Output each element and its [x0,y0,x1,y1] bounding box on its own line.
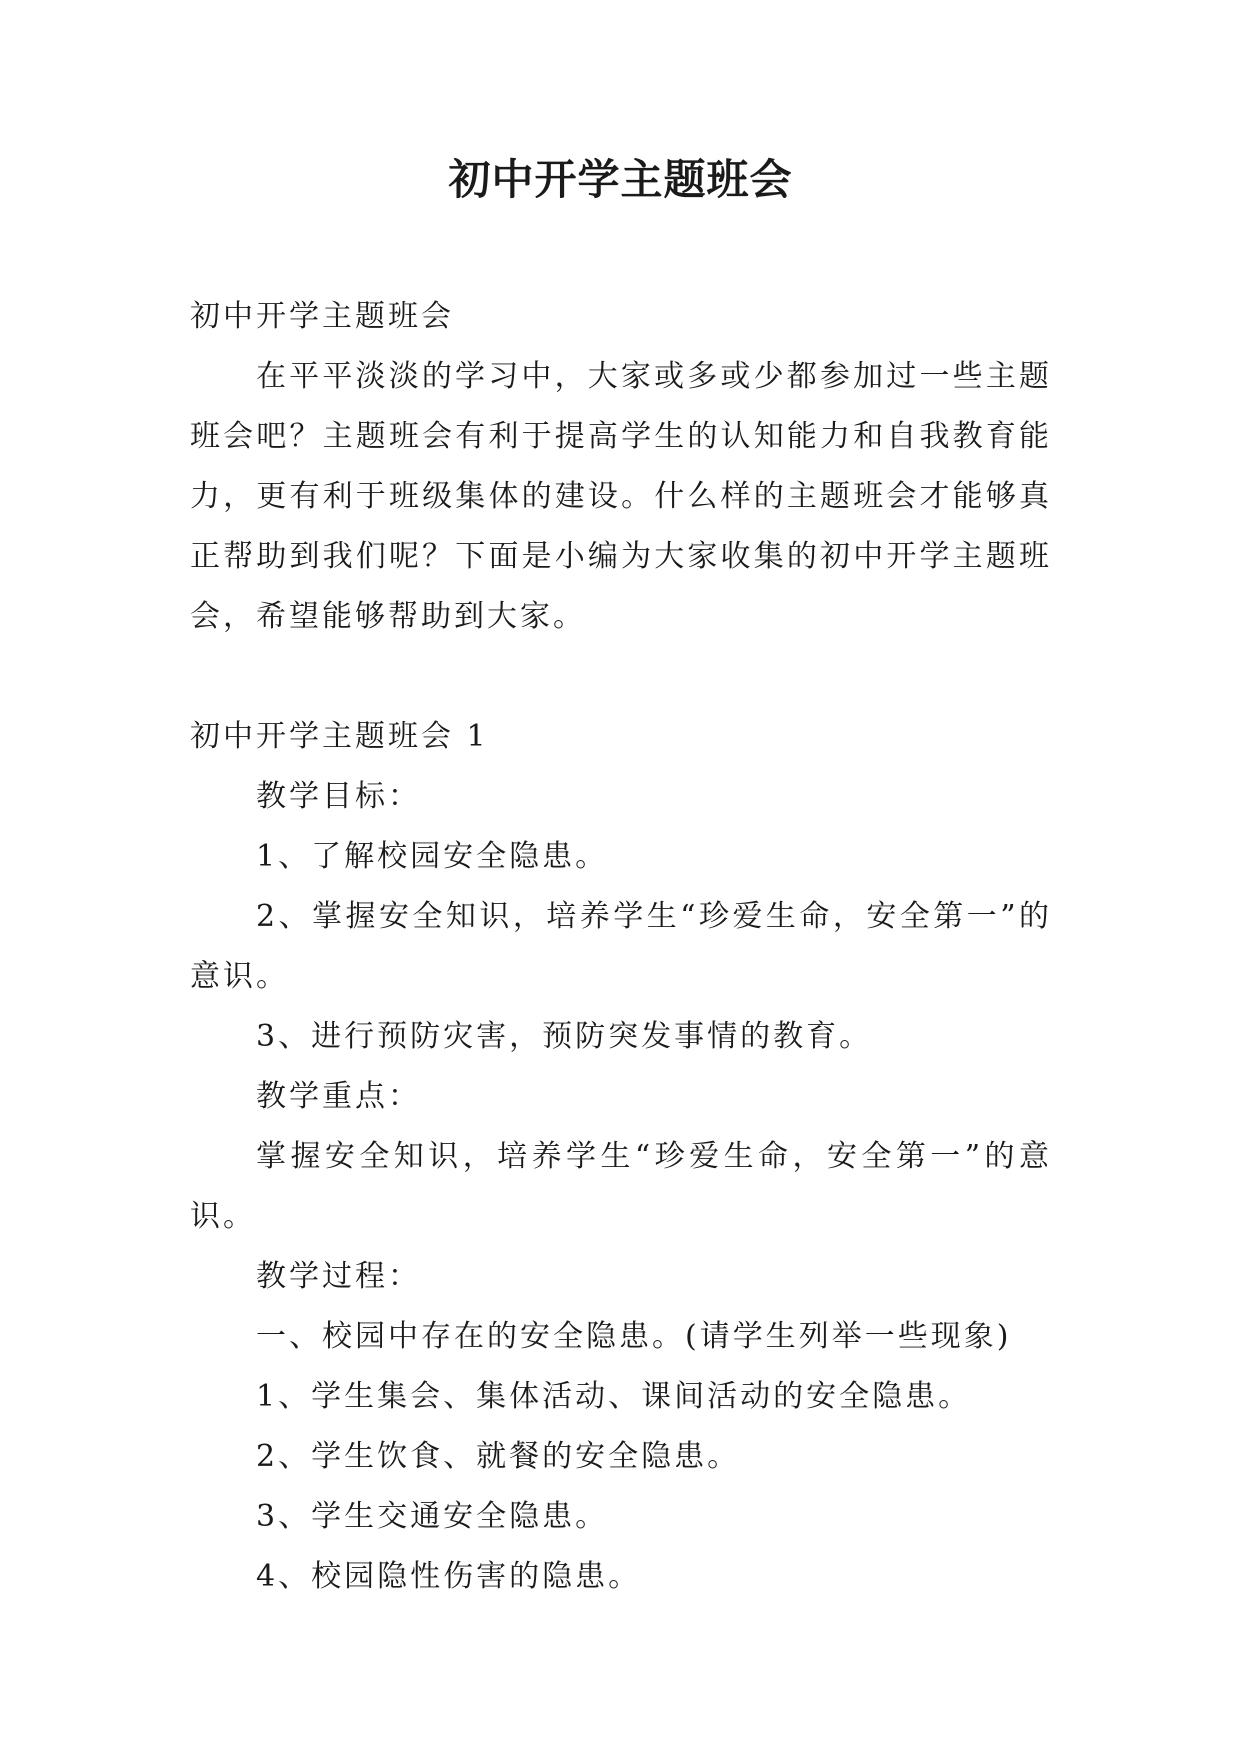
focus-text: 掌握安全知识，培养学生“珍爱生命，安全第一”的意识。 [190,1139,1052,1234]
process-item-4: 4、校园隐性伤害的隐患。 [256,1559,642,1594]
process-item-1: 1、学生集会、集体活动、课间活动的安全隐患。 [256,1379,972,1414]
section-heading: 初中开学主题班会 1 [190,719,489,754]
goals-heading: 教学目标： [256,779,421,814]
focus-heading: 教学重点： [256,1079,421,1114]
process-point-1: 一、校园中存在的安全隐患。(请学生列举一些现象) [256,1319,1012,1354]
subtitle: 初中开学主题班会 [190,299,454,334]
section-gap [190,647,1052,707]
document-body [190,287,1052,1607]
goal-item-3: 3、进行预防灾害，预防突发事情的教育。 [256,1019,873,1054]
document-title: 初中开学主题班会 [448,155,793,204]
goal-item-2: 2、掌握安全知识，培养学生“珍爱生命，安全第一”的意识。 [190,899,1052,994]
goal-item-1: 1、了解校园安全隐患。 [256,839,609,874]
process-item-3: 3、学生交通安全隐患。 [256,1499,609,1534]
process-item-2: 2、学生饮食、就餐的安全隐患。 [256,1439,741,1474]
intro-paragraph: 在平平淡淡的学习中，大家或多或少都参加过一些主题班会吧？主题班会有利于提高学生的认知能力和自我教育能力，更有利于班级集体的建设。什么样的主题班会才能够真正帮助到我们呢？下面是小编为大家收集的初中开学主题班会，希望能够帮助到大家。 [190,359,1052,634]
process-heading: 教学过程： [256,1259,421,1294]
